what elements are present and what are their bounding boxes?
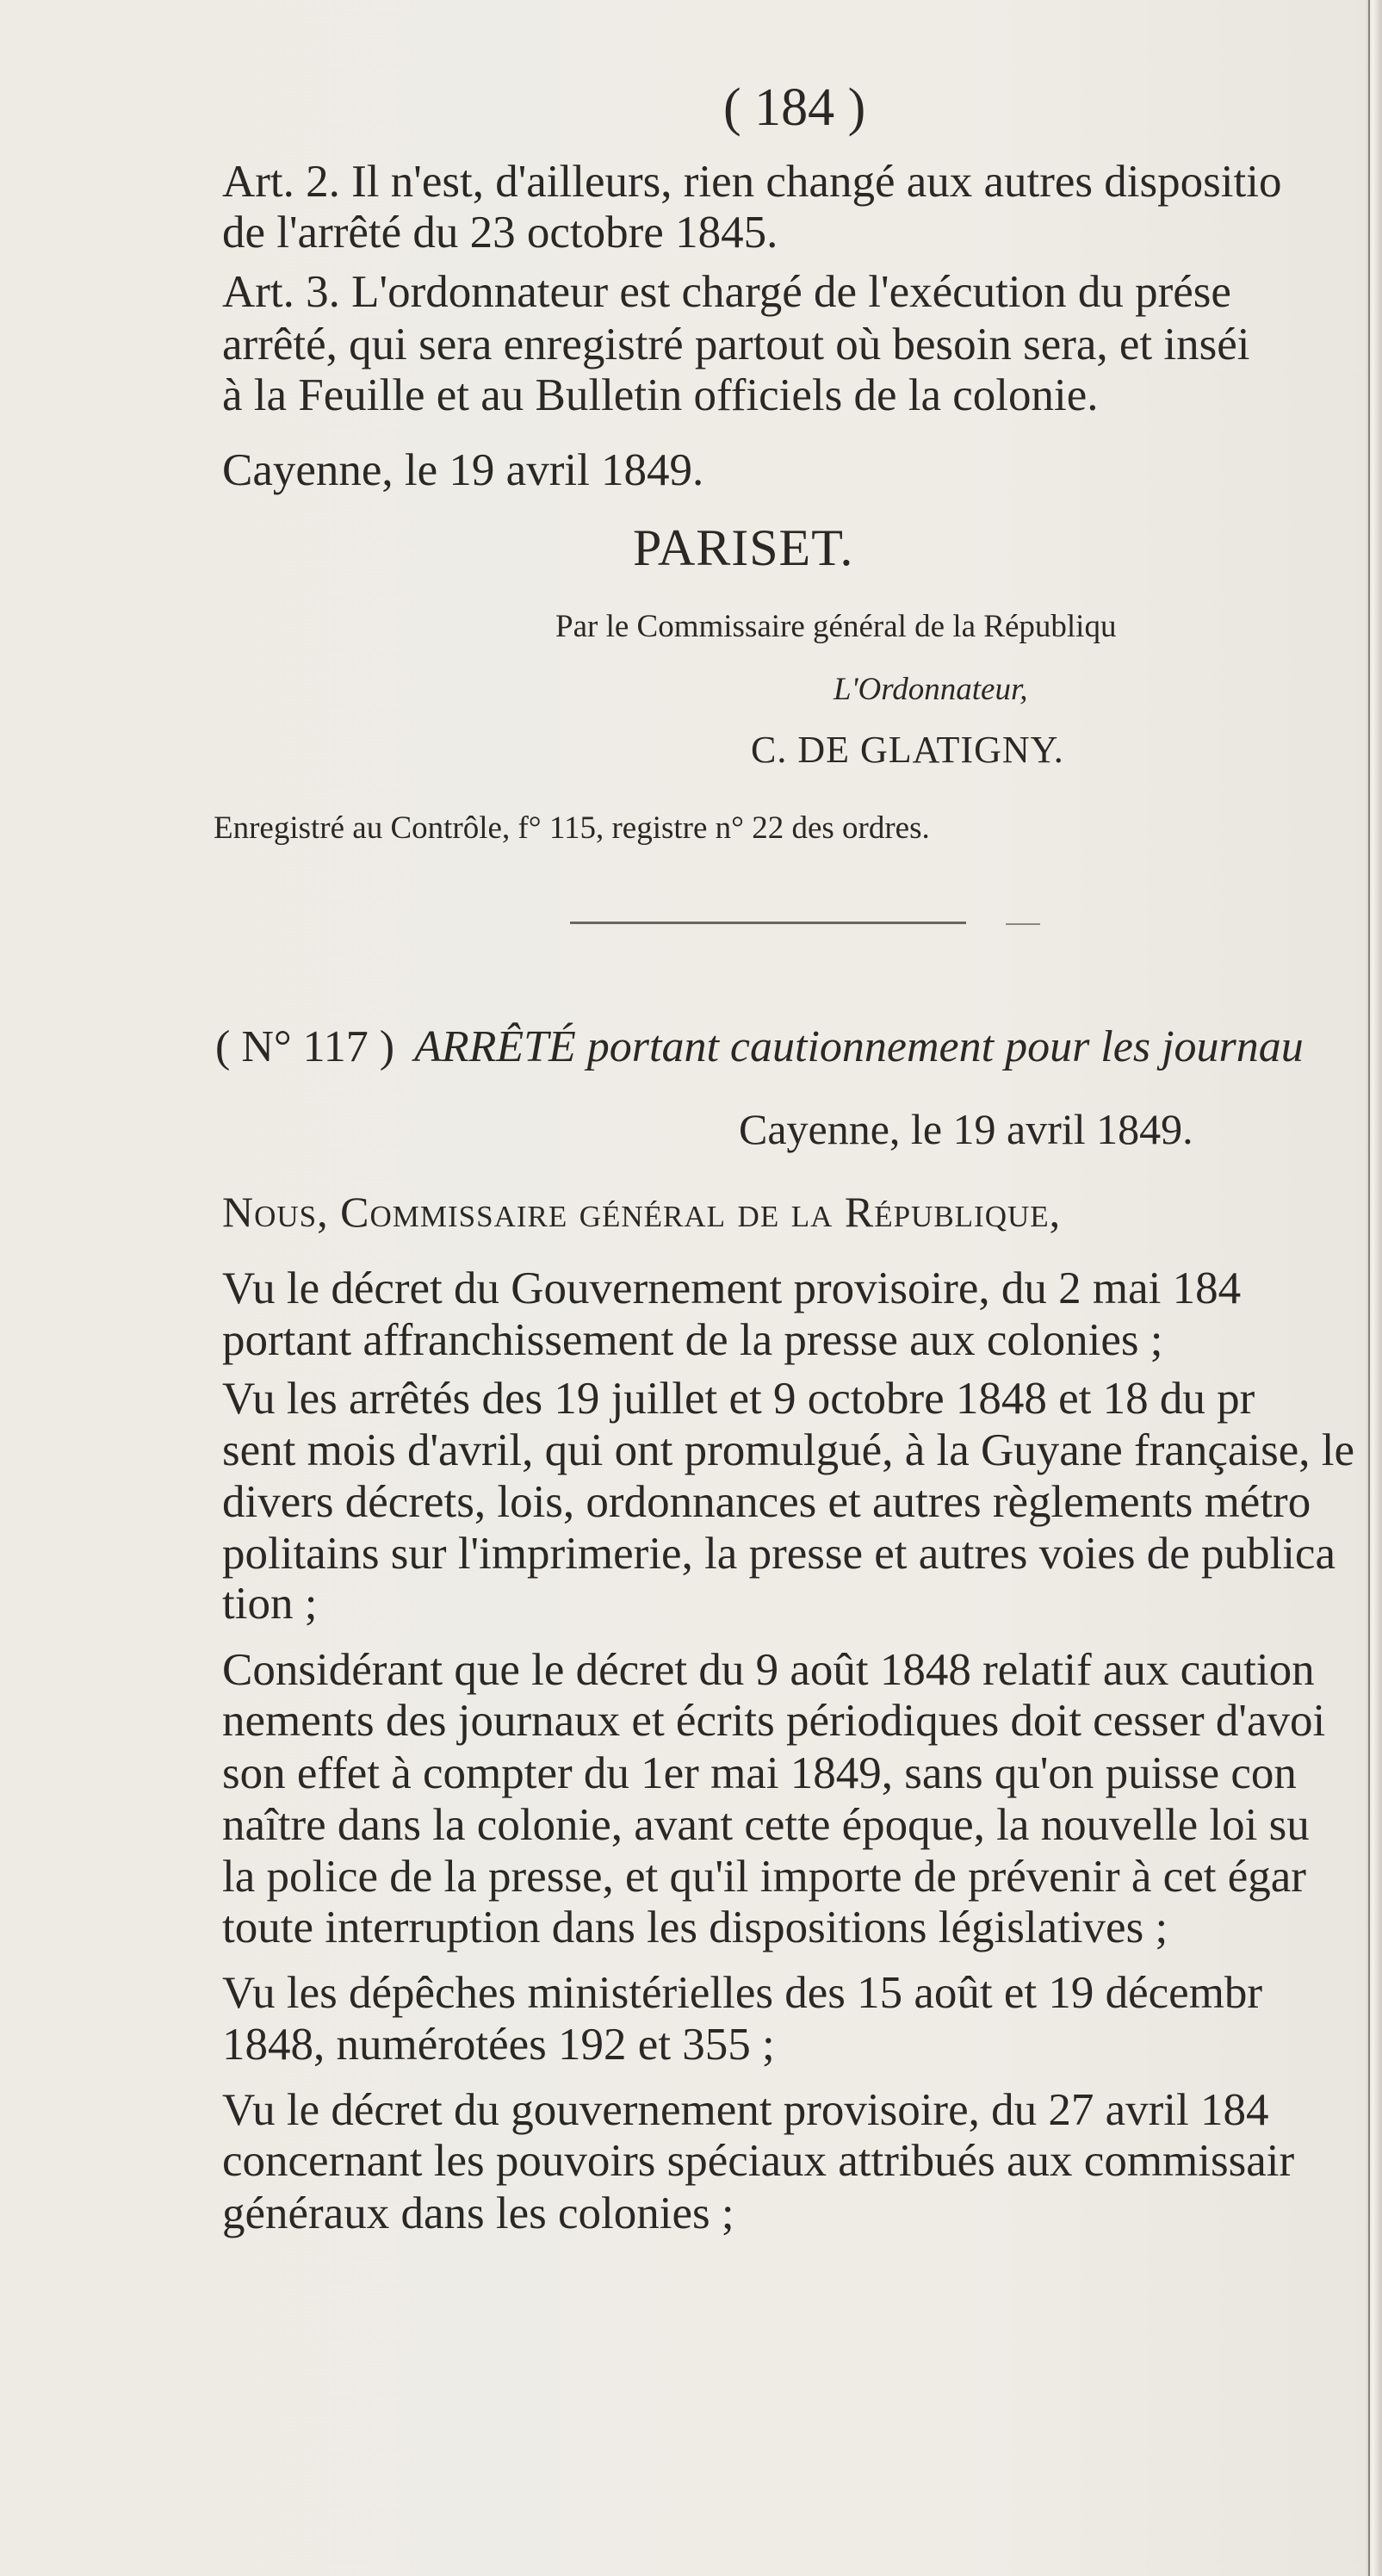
ordonnateur-name: C. DE GLATIGNY. [751,729,1064,771]
text-line: Considérant que le décret du 9 août 1848 relatif aux caution [222,1645,1315,1695]
text-line: divers décrets, lois, ordonnances et autres règlements métro [222,1477,1311,1527]
text-line: 1848, numérotées 192 et 355 ; [222,2020,775,2070]
text-line: naître dans la colonie, avant cette époque, la nouvelle loi su [222,1800,1310,1850]
separator-rule-dash [1006,923,1040,925]
text-line: tion ; [222,1579,318,1629]
text-line: concernant les pouvoirs spéciaux attribués aux commissair [222,2136,1295,2186]
text-line: de l'arrêté du 23 octobre 1845. [222,208,778,258]
text-line: politains sur l'imprimerie, la presse et autres voies de publica [222,1529,1336,1579]
decree-date: Cayenne, le 19 avril 1849. [739,1105,1193,1153]
separator-rule [570,922,966,924]
text-line: Cayenne, le 19 avril 1849. [222,445,704,495]
text-line: Art. 3. L'ordonnateur est chargé de l'exécution du prése [222,267,1231,317]
decree-title: ARRÊTÉ portant cautionnement pour les journau [414,1022,1304,1071]
decree-number: ( N° 117 ) [215,1022,395,1071]
text-line: toute interruption dans les dispositions législatives ; [222,1903,1168,1952]
text-line: généraux dans les colonies ; [222,2188,734,2238]
nous-line: Nous, Commissaire général de la République, [222,1188,1062,1236]
text-line: Art. 2. Il n'est, d'ailleurs, rien changé aux autres dispositio [222,157,1282,207]
text-line: nements des journaux et écrits périodiques doit cesser d'avoi [222,1696,1326,1746]
text-line: portant affranchissement de la presse aux colonies ; [222,1315,1163,1365]
text-line: Vu les arrêtés des 19 juillet et 9 octobre 1848 et 18 du pr [222,1374,1255,1424]
text-line: Vu les dépêches ministérielles des 15 août et 19 décembr [222,1968,1263,2018]
signature-pariset: PARISET. [633,519,854,576]
text-line: à la Feuille et au Bulletin officiels de la colonie. [222,370,1099,420]
text-line: arrêté, qui sera enregistré partout où besoin sera, et inséi [222,320,1250,369]
decree-heading [215,1022,1304,1071]
text-line: son effet à compter du 1er mai 1849, sans qu'on puisse con [222,1748,1297,1798]
by-commissioner-line: Par le Commissaire général de la Républiqu [555,609,1117,644]
ordonnateur-label: L'Ordonnateur, [834,672,1028,707]
page-number: ( 184 ) [723,78,866,137]
registration-line: Enregistré au Contrôle, f° 115, registre n° 22 des ordres. [214,810,930,846]
text-line: sent mois d'avril, qui ont promulgué, à la Guyane française, le [222,1425,1355,1475]
text-line: Vu le décret du gouvernement provisoire, du 27 avril 184 [222,2085,1269,2135]
text-line: Vu le décret du Gouvernement provisoire, du 2 mai 184 [222,1263,1242,1313]
binding-line [1368,0,1370,2576]
text-line: la police de la presse, et qu'il importe de prévenir à cet égar [222,1852,1306,1902]
